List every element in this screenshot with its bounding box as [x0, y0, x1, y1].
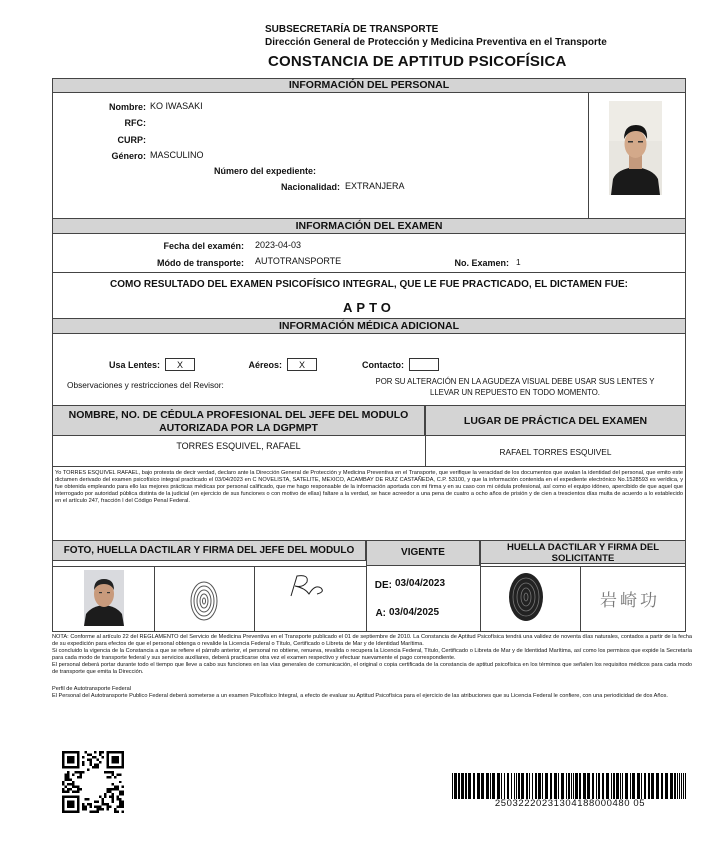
subsecretaria-heading: SUBSECRETARÍA DE TRANSPORTE [265, 24, 439, 35]
rfc-label: RFC: [124, 118, 146, 128]
medica-section-title: INFORMACIÓN MÉDICA ADICIONAL [52, 318, 686, 334]
document-title: CONSTANCIA DE APTITUD PSICOFÍSICA [268, 53, 567, 70]
jefe-name: TORRES ESQUIVEL, RAFAEL [176, 441, 301, 451]
declaration-text: Yo TORRES ESQUIVEL RAFAEL, bajo protesta de decir verdad, declaro ante la Dirección General de Protección y Medicina Preventiva en el Transporte, que verifique la veracidad de los documentos que avalan la identidad del personal, que emito este dictamen derivado del examen psicofísico integral practicado el 03/04/2023 en C NOVELISTA, SATELITE, MEXICO, ACAMBAY DE RUIZ CASTAÑEDA, C.P. 53100, y que la información contenida en el expediente electrónico No.1528593 es verídica, y fue obtenida empleando para ello las mejores prácticas médicas por personal calificado, que me hago responsable de la información aportada con mi firma y en su caso con mi cédula profesional, así como el equipo idóneo, apercibido de que aquel que interrogado por autoridad pública distinta de la judicial (en ejercicio de sus funciones o con motivo de ellas) faltare a la verdad, se hace acreedor a una pena de cuatro a ocho años de prisión y de cien a trescientos días multa de acuerdo a lo establecido en el artículo 247, fracción I del Código Penal Federal. [55, 470, 683, 505]
applicant-photo [609, 101, 662, 195]
rule [480, 561, 481, 632]
rule [254, 566, 255, 632]
direccion-heading: Dirección General de Protección y Medicina Preventiva en el Transporte [265, 37, 607, 48]
nota-3: El personal deberá portar durante todo el tiempo que lleve a cabo sus funciones en las vías generales de comunicación, el original o copia certificada de la constancia de aptitud psicofísica en los términos que señalen los requisitos médicos para cada modo de transporte que emita la Dirección. [52, 662, 692, 676]
solicitante-fingerprint [508, 572, 544, 622]
nota-2: Si concluido la vigencia de la Constancia a que se refiere el párrafo anterior, el personal no obtiene, renueva, revalida o recupera la Licencia Federal, Título, Certificado o Libreta de Mar y de Identidad Marítima, así como los permisos que expide la Secretaría para cada modo de transporte federal y sus servicios auxiliares, deberá practicarse otra vez el examen respectivo y efectuar nuevamente el pago correspondiente. [52, 648, 692, 662]
lentes-checkbox: X [165, 358, 195, 371]
genero-value: MASCULINO [150, 150, 204, 160]
observaciones-line1: POR SU ALTERACIÓN EN LA AGUDEZA VISUAL DEBE USAR SUS LENTES Y [375, 377, 655, 386]
lugar-value: RAFAEL TORRES ESQUIVEL [499, 447, 612, 457]
foto-huella-header: FOTO, HUELLA DACTILAR Y FIRMA DEL JEFE DEL MODULO [52, 540, 366, 561]
modo-label: Módo de transporte: [157, 258, 244, 268]
aereos-checkbox: X [287, 358, 317, 371]
vigente-a-value: 03/04/2025 [389, 607, 440, 618]
solicitante-header: HUELLA DACTILAR Y FIRMA DEL SOLICITANTE [480, 540, 686, 564]
jefe-photo [84, 570, 124, 626]
rule [52, 272, 686, 273]
lentes-label: Usa Lentes: [108, 360, 160, 370]
jefe-fingerprint [188, 580, 220, 622]
dictamen-value: APTO [343, 300, 395, 315]
nota-1: NOTA: Conforme al artículo 22 del REGLAMENTO del Servicio de Medicina Preventiva en el Transporte publicado el 01 de septiembre de 2010. La Constancia de Aptitud Psicofísica tendrá una validez de noventa días naturales, contados a partir de la fecha de su expedición para efectos de que el personal obtenga o revalide la Licencia Federal o Título, Certificado o Libreta de Mar y de Identidad Marítima. [52, 634, 692, 648]
modo-value: AUTOTRANSPORTE [255, 256, 342, 266]
perfil-title: Perfil de Autotransporte Federal [52, 686, 131, 692]
fecha-value: 2023-04-03 [255, 240, 302, 250]
observaciones-line2: LLEVAR UN REPUESTO EN TODO MOMENTO. [430, 388, 600, 397]
observaciones-label: Observaciones y restricciones del Revisor: [67, 380, 224, 390]
perfil-text: El Personal del Autotransporte Publico Federal deberá someterse a un examen Psicofísico Integral, a efecto de evaluar su Aptitud Psicofísica para el ejercicio de las atribuciones que su Licencia Federal le confiere, con una periodicidad de dos Años. [52, 693, 668, 699]
resultado-text: COMO RESULTADO DEL EXAMEN PSICOFÍSICO INTEGRAL, QUE LE FUE PRACTICADO, EL DICTAMEN FUE: [110, 279, 628, 290]
vigente-header: VIGENTE [366, 540, 480, 566]
rule [52, 566, 366, 567]
personal-section-title: INFORMACIÓN DEL PERSONAL [52, 78, 686, 93]
fecha-label: Fecha del examén: [163, 241, 244, 251]
rule [154, 566, 155, 632]
vigente-de-value: 03/04/2023 [395, 578, 446, 589]
lugar-header: LUGAR DE PRÁCTICA DEL EXAMEN [425, 405, 686, 436]
examen-section-title: INFORMACIÓN DEL EXAMEN [52, 218, 686, 234]
no-examen-label: No. Examen: [454, 258, 509, 268]
rule [580, 566, 581, 632]
no-examen-value: 1 [516, 257, 521, 267]
photo-divider [588, 93, 589, 218]
barcode-number: 25032220231304188000480 05 [494, 798, 646, 809]
jefe-signature [287, 572, 329, 600]
solicitante-signature: 岩崎功 [600, 591, 660, 611]
aereos-label: Aéreos: [248, 360, 282, 370]
nombre-label: Nombre: [108, 102, 146, 112]
jefe-header: NOMBRE, NO. DE CÉDULA PROFESIONAL DEL JEFE DEL MODULO AUTORIZADA POR LA DGPMPT [52, 405, 425, 436]
barcode [450, 773, 690, 799]
genero-label: Género: [111, 151, 146, 161]
vigente-a-label: A: [375, 608, 386, 619]
rule [480, 566, 686, 567]
contacto-checkbox [409, 358, 439, 371]
vigente-de-label: DE: [374, 580, 392, 591]
nacionalidad-label: Nacionalidad: [280, 182, 340, 192]
nacionalidad-value: EXTRANJERA [345, 181, 405, 191]
rule [52, 466, 686, 467]
qr-code [62, 751, 124, 813]
curp-label: CURP: [117, 135, 146, 145]
expediente-label: Número del expediente: [213, 166, 316, 176]
rule [366, 561, 367, 632]
nombre-value: KO IWASAKI [150, 101, 203, 111]
contacto-label: Contacto: [362, 360, 404, 370]
